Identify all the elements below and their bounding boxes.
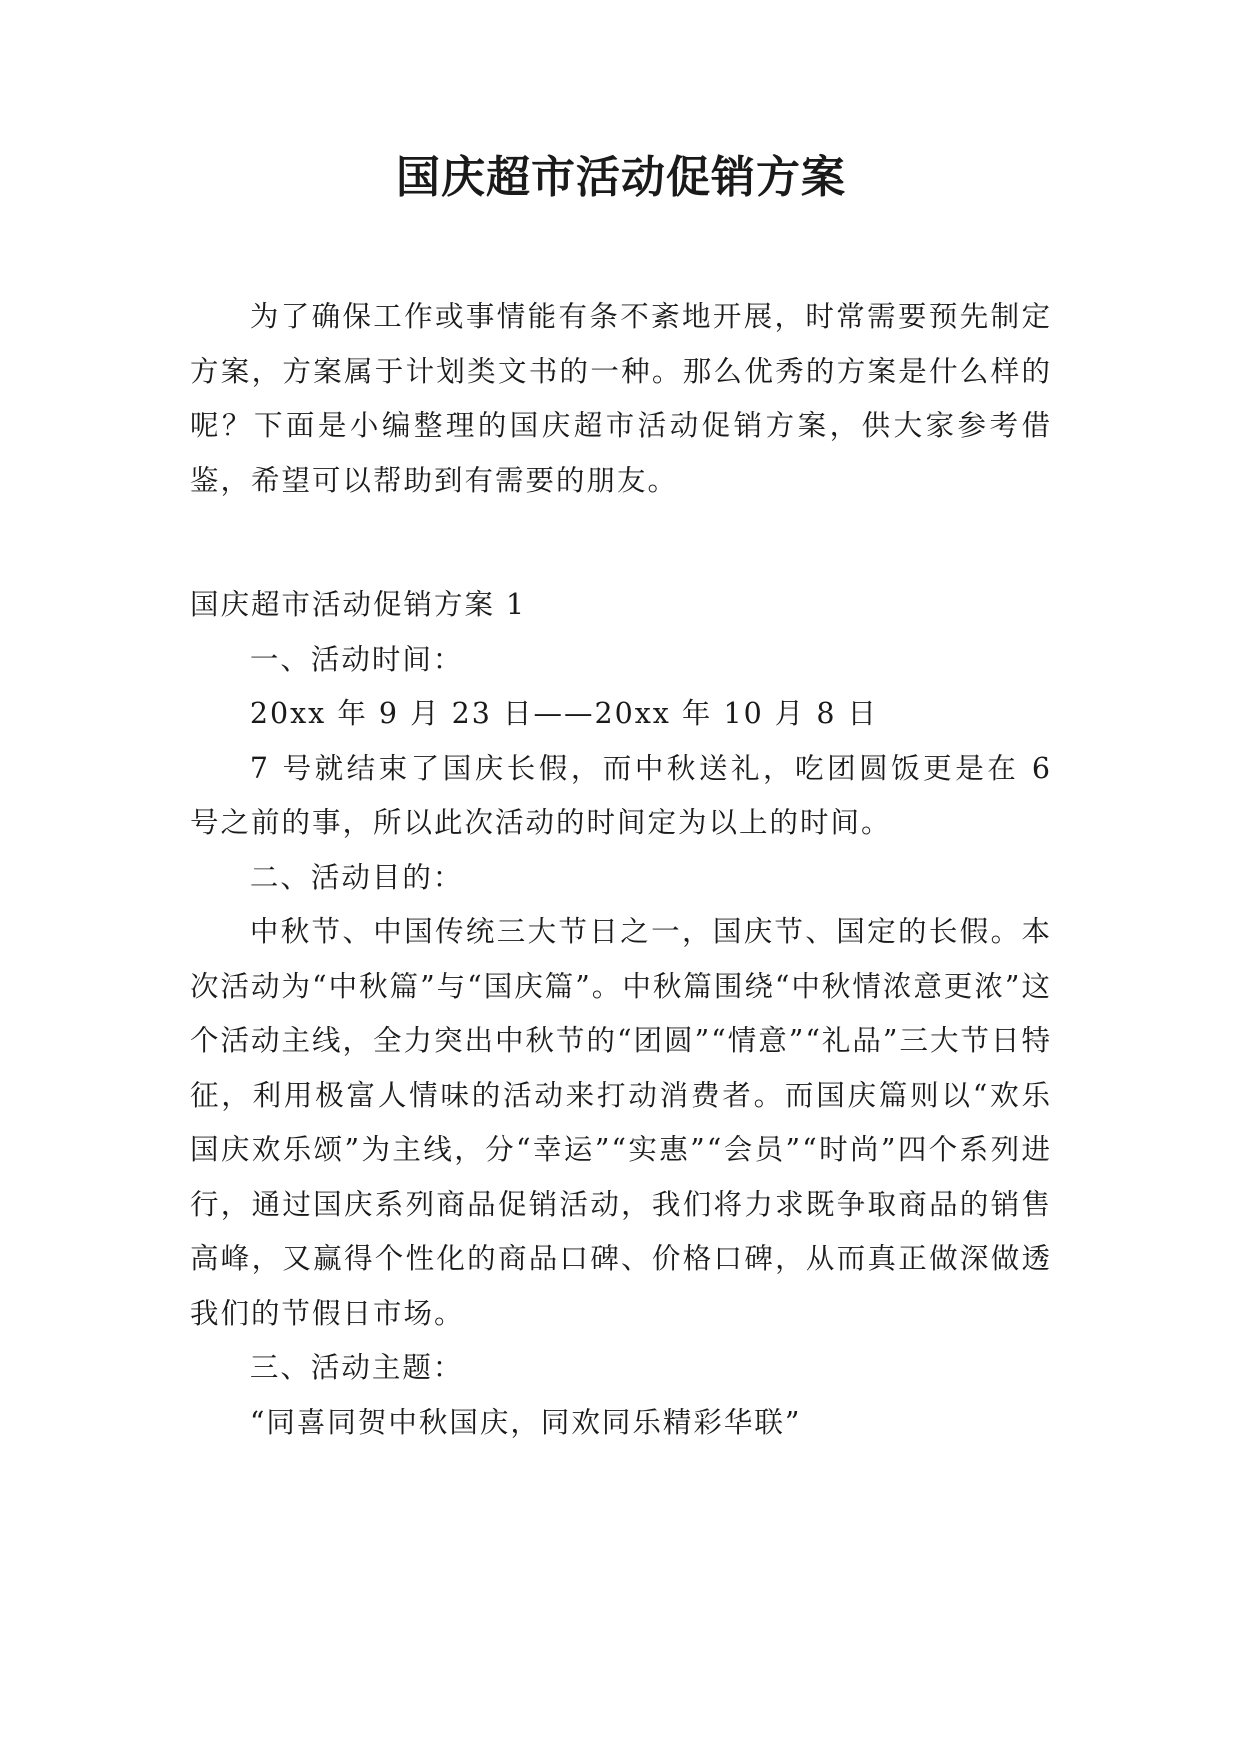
intro-paragraph: 为了确保工作或事情能有条不紊地开展，时常需要预先制定方案，方案属于计划类文书的一种。那么优秀的方案是什么样的呢？下面是小编整理的国庆超市活动促销方案，供大家参考借鉴，希望可以帮助到有需要的朋友。	[190, 300, 1052, 497]
section-heading: 国庆超市活动促销方案 1	[190, 588, 527, 621]
paragraph-time-reason: 7 号就结束了国庆长假，而中秋送礼，吃团圆饭更是在 6 号之前的事，所以此次活动的时间定为以上的时间。	[190, 751, 1052, 839]
page-title: 国庆超市活动促销方案	[396, 152, 846, 203]
paragraph-activity-purpose: 中秋节、中国传统三大节日之一，国庆节、国定的长假。本次活动为“中秋篇”与“国庆篇”。中秋篇围绕“中秋情浓意更浓”这个活动主线，全力突出中秋节的“团圆”“情意”“礼品”三大节日特征，利用极富人情味的活动来打动消费者。而国庆篇则以“欢乐国庆欢乐颂”为主线，分“幸运”“实惠”“会员”“时尚”四个系列进行，通过国庆系列商品促销活动，我们将力求既争取商品的销售高峰，又赢得个性化的商品口碑、价格口碑，从而真正做深做透我们的节假日市场。	[190, 915, 1052, 1330]
paragraph-activity-purpose-heading: 二、活动目的：	[249, 860, 464, 894]
paragraph-activity-dates: 20xx 年 9 月 23 日——20xx 年 10 月 8 日	[249, 697, 879, 730]
section-1	[190, 578, 1052, 1450]
paragraph-activity-theme: “同喜同贺中秋国庆，同欢同乐精彩华联”	[249, 1405, 802, 1439]
paragraph-activity-theme-heading: 三、活动主题：	[249, 1351, 464, 1384]
intro-block	[190, 290, 1052, 508]
paragraph-activity-time-heading: 一、活动时间：	[249, 642, 464, 676]
